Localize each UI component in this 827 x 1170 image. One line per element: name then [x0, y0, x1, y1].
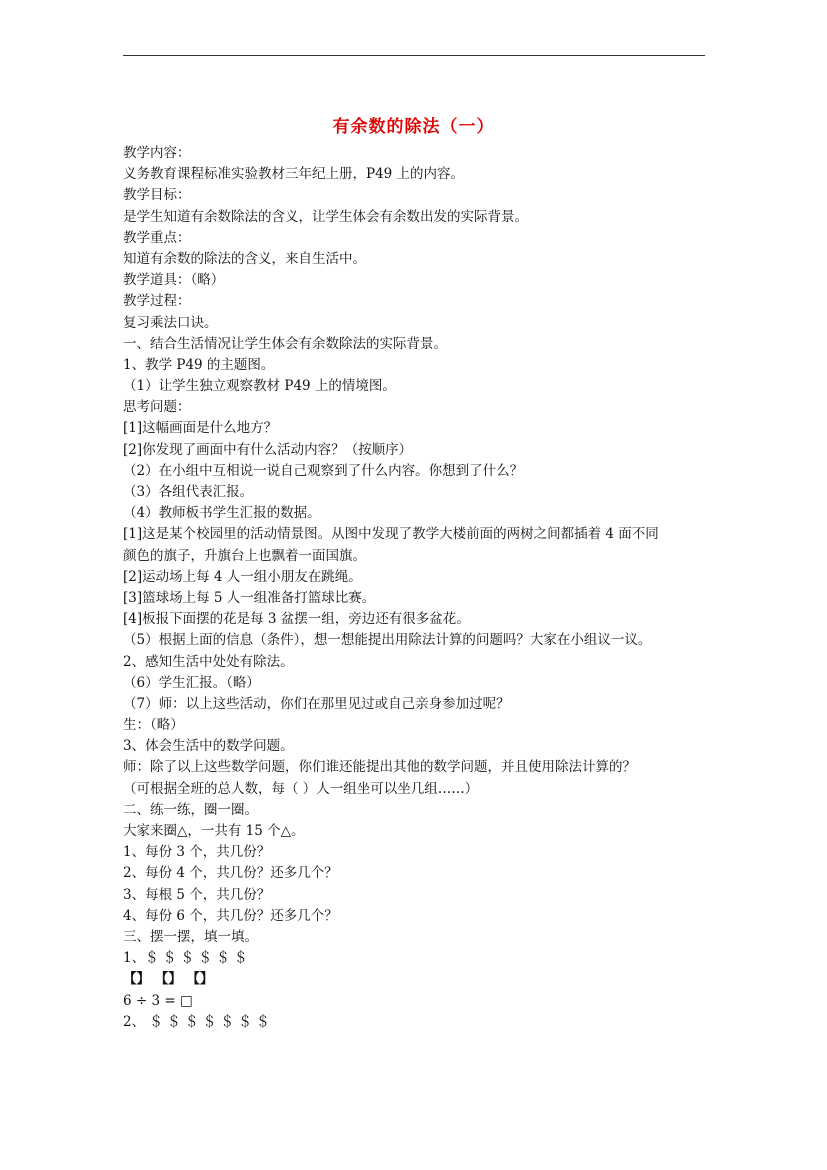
text-line: [2]运动场上每 4 人一组小朋友在跳绳。: [123, 568, 362, 585]
text-line: 颜色的旗子，升旗台上也飘着一面国旗。: [123, 547, 366, 564]
text-line: [1]这是某个校园里的活动情景图。从图中发现了教学大楼前面的两树之间都插着 4 面不同: [123, 526, 659, 543]
text-line: [2]你发现了画面中有什么活动内容？（按顺序）: [123, 441, 413, 458]
text-line: 4、每份 6 个，共几份？还多几个？: [123, 907, 338, 924]
text-line: 是学生知道有余数除法的含义，让学生体会有余数出发的实际背景。: [123, 208, 528, 225]
text-line: [3]篮球场上每 5 人一组准备打篮球比赛。: [123, 589, 376, 606]
text-line: 义务教育课程标准实验教材三年纪上册，P49 上的内容。: [123, 166, 465, 183]
text-line: 教学目标：: [123, 187, 191, 204]
text-line: 教学重点：: [123, 229, 191, 246]
text-line: 1、每份 3 个，共几份？: [123, 844, 271, 861]
text-line: （4）教师板书学生汇报的数据。: [123, 505, 321, 522]
text-line: 2、每份 4 个，共几份？还多几个？: [123, 865, 338, 882]
text-line: （7）师：以上这些活动，你们在那里见过或自己亲身参加过呢？: [123, 695, 510, 712]
text-line: 知道有余数的除法的含义，来自生活中。: [123, 250, 366, 267]
text-line: （1）让学生独立观察教材 P49 上的情境图。: [123, 378, 396, 395]
document-body: [123, 143, 723, 1033]
text-line: （6）学生汇报。（略）: [123, 674, 260, 691]
text-line: 2、 ＄ ＄ ＄ ＄ ＄ ＄ ＄: [123, 1013, 270, 1030]
text-line: 【】 【】 【】: [123, 971, 214, 988]
text-line: 三、摆一摆，填一填。: [123, 928, 258, 945]
text-line: 教学道具：（略）: [123, 272, 225, 289]
text-line: 二、练一练，圈一圈。: [123, 801, 258, 818]
text-line: 3、体会生活中的数学问题。: [123, 738, 294, 755]
text-line: 师：除了以上这些数学问题，你们谁还能提出其他的数学问题，并且使用除法计算的？: [123, 759, 636, 776]
text-line: （3）各组代表汇报。: [123, 484, 254, 500]
text-line: [4]板报下面摆的花是每 3 盆摆一组，旁边还有很多盆花。: [123, 611, 470, 628]
text-line: 生：（略）: [123, 717, 184, 734]
text-line: 2、感知生活中处处有除法。: [123, 653, 294, 670]
text-line: 6 ÷ 3 = □: [123, 992, 193, 1009]
text-line: 教学内容：: [123, 145, 191, 161]
text-line: 3、每根 5 个，共几份？: [123, 886, 271, 903]
header-rule: [123, 55, 705, 56]
text-line: 复习乘法口诀。: [123, 314, 218, 331]
text-line: （5）根据上面的信息（条件），想一想能提出用除法计算的问题吗？大家在小组议一议。: [123, 632, 652, 649]
text-line: 大家来圈△，一共有 15 个△。: [123, 823, 305, 839]
text-line: 教学过程：: [123, 293, 191, 310]
text-line: （可根据全班的总人数，每（ ）人一组坐可以坐几组……）: [123, 780, 479, 797]
text-line: 1、＄ ＄ ＄ ＄ ＄ ＄: [123, 950, 248, 967]
text-line: （2）在小组中互相说一说自己观察到了什么内容。你想到了什么？: [123, 462, 524, 479]
text-line: 思考问题：: [123, 399, 191, 416]
text-line: 1、教学 P49 的主题图。: [123, 356, 275, 373]
text-line: 一、结合生活情况让学生体会有余数除法的实际背景。: [123, 335, 447, 352]
document-title: 有余数的除法（一）: [332, 117, 495, 137]
text-line: [1]这幅画面是什么地方？: [123, 420, 278, 437]
